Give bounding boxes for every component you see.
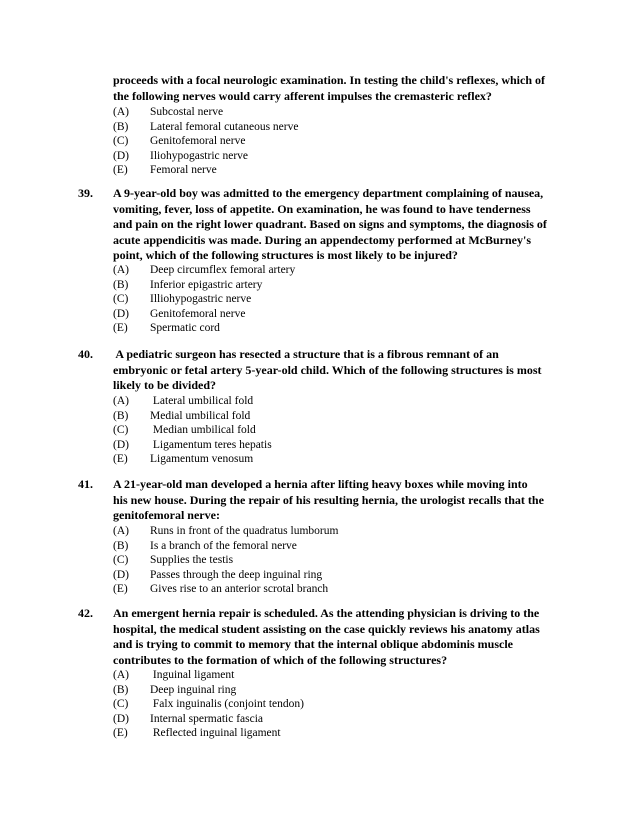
question-stem bbox=[113, 347, 565, 394]
option-text: Falx inguinalis (conjoint tendon) bbox=[150, 698, 304, 710]
question-stem bbox=[113, 606, 565, 668]
option-text: Ligamentum teres hepatis bbox=[150, 438, 272, 451]
option-letter: (E) bbox=[113, 164, 128, 176]
question-number: 41. bbox=[78, 477, 93, 491]
option-text: Inguinal ligament bbox=[150, 669, 235, 681]
option-letter: (D) bbox=[113, 438, 129, 451]
stem-line: acute appendicitis was made. During an appendectomy performed at McBurney's bbox=[113, 232, 531, 247]
option-letter: (A) bbox=[113, 669, 129, 681]
answer-option-c bbox=[113, 423, 565, 438]
option-letter: (E) bbox=[113, 453, 128, 465]
stem-line: genitofemoral nerve: bbox=[113, 508, 220, 522]
option-text: Passes through the deep inguinal ring bbox=[150, 568, 323, 581]
option-text: Deep circumflex femoral artery bbox=[150, 264, 296, 276]
answer-option-b bbox=[113, 120, 565, 135]
option-text: Gives rise to an anterior scrotal branch bbox=[150, 583, 329, 595]
question-stem bbox=[113, 73, 565, 104]
stem-line: and is trying to commit to memory that the internal oblique abdominis muscle bbox=[113, 637, 513, 651]
answer-option-d bbox=[113, 712, 565, 727]
answer-option-e bbox=[113, 321, 565, 336]
answer-option-c bbox=[113, 553, 565, 568]
question-number: 39. bbox=[78, 186, 93, 200]
stem-line: proceeds with a focal neurologic examination. In testing the child's reflexes, which of bbox=[113, 73, 545, 87]
question-stem bbox=[113, 477, 565, 524]
option-text: Lateral umbilical fold bbox=[150, 395, 254, 407]
option-letter: (C) bbox=[113, 293, 129, 305]
stem-line: A 9-year-old boy was admitted to the emergency department complaining of nausea, bbox=[113, 186, 544, 200]
answer-option-d bbox=[113, 149, 565, 164]
stem-line: point, which of the following structures is most likely to be injured? bbox=[113, 248, 458, 262]
option-text: Internal spermatic fascia bbox=[150, 712, 264, 725]
stem-line: his new house. During the repair of his resulting hernia, the urologist recalls that the bbox=[113, 492, 544, 507]
answer-option-a bbox=[113, 524, 565, 539]
stem-line: A pediatric surgeon has resected a structure that is a fibrous remnant of an bbox=[113, 347, 499, 361]
answer-option-e bbox=[113, 163, 565, 178]
option-text: Lateral femoral cutaneous nerve bbox=[150, 120, 299, 133]
option-text: Runs in front of the quadratus lumborum bbox=[150, 525, 339, 537]
stem-line: vomiting, fever, loss of appetite. On examination, he was found to have tenderness bbox=[113, 201, 531, 216]
option-text: Iliohypogastric nerve bbox=[150, 149, 249, 162]
stem-line: A 21-year-old man developed a hernia after lifting heavy boxes while moving into bbox=[113, 477, 528, 491]
option-letter: (B) bbox=[113, 409, 129, 422]
stem-line: the following nerves would carry afferent impulses the cremasteric reflex? bbox=[113, 88, 492, 103]
option-letter: (B) bbox=[113, 278, 129, 291]
option-text: Is a branch of the femoral nerve bbox=[150, 539, 297, 552]
answer-option-c bbox=[113, 292, 565, 307]
option-text: Genitofemoral nerve bbox=[150, 135, 246, 147]
answer-option-e bbox=[113, 452, 565, 467]
stem-line: embryonic or fetal artery 5-year-old child. Which of the following structures is most bbox=[113, 362, 542, 377]
option-text: Medial umbilical fold bbox=[150, 409, 251, 422]
stem-line: contributes to the formation of which of the following structures? bbox=[113, 652, 448, 667]
option-text: Ligamentum venosum bbox=[150, 453, 254, 465]
stem-line: likely to be divided? bbox=[113, 378, 217, 392]
answer-options bbox=[113, 668, 565, 741]
answer-option-e bbox=[113, 582, 565, 597]
answer-option-b bbox=[113, 409, 565, 424]
option-text: Genitofemoral nerve bbox=[150, 307, 246, 320]
option-letter: (D) bbox=[113, 712, 129, 725]
question-stem bbox=[113, 186, 565, 264]
option-text: Spermatic cord bbox=[150, 322, 220, 334]
answer-option-b bbox=[113, 278, 565, 293]
question-number: 42. bbox=[78, 606, 93, 620]
option-letter: (B) bbox=[113, 539, 129, 552]
answer-option-d bbox=[113, 568, 565, 583]
answer-option-a bbox=[113, 668, 565, 683]
stem-line: An emergent hernia repair is scheduled. As the attending physician is driving to the bbox=[113, 606, 540, 620]
answer-options bbox=[113, 263, 565, 336]
option-text: Supplies the testis bbox=[150, 554, 234, 566]
option-letter: (A) bbox=[113, 395, 129, 407]
option-text: Reflected inguinal ligament bbox=[150, 727, 281, 739]
option-letter: (A) bbox=[113, 106, 129, 118]
option-letter: (C) bbox=[113, 135, 129, 147]
answer-option-c bbox=[113, 697, 565, 712]
option-letter: (D) bbox=[113, 149, 129, 162]
answer-options bbox=[113, 524, 565, 597]
answer-option-a bbox=[113, 394, 565, 409]
answer-option-b bbox=[113, 539, 565, 554]
answer-option-e bbox=[113, 726, 565, 741]
answer-option-a bbox=[113, 263, 565, 278]
option-letter: (A) bbox=[113, 264, 129, 276]
option-letter: (C) bbox=[113, 424, 129, 436]
option-letter: (D) bbox=[113, 307, 129, 320]
answer-option-d bbox=[113, 307, 565, 322]
question-number: 40. bbox=[78, 347, 93, 361]
option-letter: (E) bbox=[113, 727, 128, 739]
option-letter: (B) bbox=[113, 120, 129, 133]
option-letter: (D) bbox=[113, 568, 129, 581]
answer-option-a bbox=[113, 105, 565, 120]
option-text: Illiohypogastric nerve bbox=[150, 293, 252, 305]
answer-option-d bbox=[113, 438, 565, 453]
option-text: Deep inguinal ring bbox=[150, 683, 237, 696]
option-letter: (E) bbox=[113, 322, 128, 334]
option-text: Inferior epigastric artery bbox=[150, 278, 263, 291]
stem-line: hospital, the medical student assisting on the case quickly reviews his anatomy atlas bbox=[113, 621, 540, 636]
option-letter: (A) bbox=[113, 525, 129, 537]
option-letter: (E) bbox=[113, 583, 128, 595]
option-text: Median umbilical fold bbox=[150, 424, 256, 436]
option-text: Subcostal nerve bbox=[150, 106, 224, 118]
answer-option-c bbox=[113, 134, 565, 149]
stem-line: and pain on the right lower quadrant. Based on signs and symptoms, the diagnosis of bbox=[113, 217, 547, 231]
answer-options bbox=[113, 105, 565, 178]
option-text: Femoral nerve bbox=[150, 164, 217, 176]
answer-option-b bbox=[113, 683, 565, 698]
option-letter: (C) bbox=[113, 698, 129, 710]
answer-options bbox=[113, 394, 565, 467]
option-letter: (C) bbox=[113, 554, 129, 566]
option-letter: (B) bbox=[113, 683, 129, 696]
